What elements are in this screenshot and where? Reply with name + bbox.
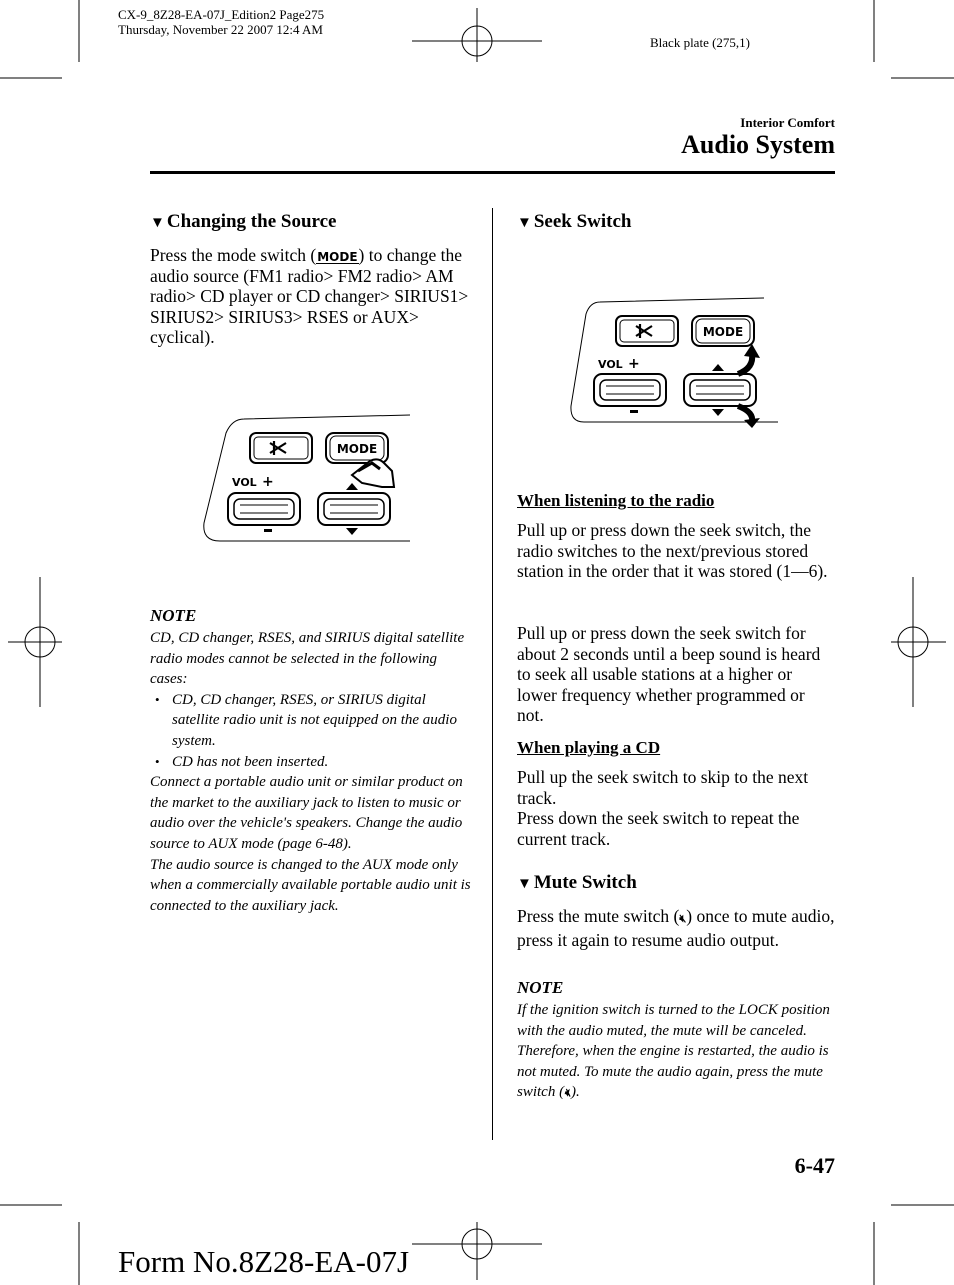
cd-subheading: When playing a CD (517, 738, 661, 757)
right-note-title: NOTE (517, 978, 564, 997)
cd-paragraph-1: Pull up the seek switch to skip to the next track. (517, 767, 809, 808)
note-aux-paragraph: Connect a portable audio unit or similar product on the market to the auxiliary jack to listen to music or audio over the vehicle's speakers. Change the audio source to AUX mode (page 6-48). (150, 774, 463, 852)
note-intro: CD, CD changer, RSES, and SIRIUS digital satellite radio modes cannot be selected in the following cases: (150, 630, 465, 688)
mode-button-label: MODE (336, 442, 378, 456)
page-title: Audio System (681, 130, 835, 159)
plate-label: Black plate (275,1) (650, 35, 750, 50)
note-lock-paragraph: If the ignition switch is turned to the LOCK position with the audio muted, the mute will be canceled. (517, 1002, 830, 1039)
triangle-down-icon: ▼ (150, 215, 165, 231)
left-note-body (150, 628, 472, 916)
radio-paragraph-1: Pull up or press down the seek switch, the radio switches to the next/previous stored station in the order that it was stored (1―6). (517, 520, 828, 582)
mute-icon: 🔇︎ (679, 912, 687, 925)
note-bullet-1: • CD, CD changer, RSES, or SIRIUS digital satellite radio unit is not equipped on the audio system. (150, 690, 472, 752)
column-divider (492, 208, 493, 1140)
mute-icon: 🔇︎ (564, 1086, 572, 1100)
print-job-line: CX-9_8Z28-EA-07J_Edition2 Page275 (118, 7, 325, 22)
mute-switch-heading: ▼ Mute Switch (517, 872, 637, 893)
note-aux-condition: The audio source is changed to the AUX mode only when a commercially available portable audio unit is connected to the auxiliary jack. (150, 856, 471, 914)
mute-paragraph: Press the mute switch (🔇︎) once to mute audio, press it again to resume audio output. (517, 906, 835, 950)
mode-button-graphic (326, 433, 388, 463)
mode-switch-icon: MODE (317, 250, 358, 264)
print-date-line: Thursday, November 22 2007 12:4 AM (118, 22, 323, 37)
right-note-body (517, 1000, 837, 1104)
mute-button-graphic (250, 433, 312, 463)
note-bullet-2: • CD has not been inserted. (150, 752, 472, 773)
radio-paragraph-2: Pull up or press down the seek switch for about 2 seconds until a beep sound is heard to seek all usable stations at a higher or lower frequency whether programmed or not. (517, 623, 821, 726)
seek-up-arrow-icon (738, 354, 752, 374)
plus-icon: + (262, 474, 274, 490)
minus-icon (264, 529, 272, 532)
plus-icon: + (628, 356, 640, 372)
triangle-down-icon: ▼ (517, 876, 532, 892)
title-rule (150, 171, 835, 174)
page-number: 6-47 (794, 1153, 835, 1178)
mode-button-label: MODE (702, 325, 744, 339)
seek-switch-illustration (568, 296, 780, 428)
note-restart-paragraph: Therefore, when the engine is restarted, the audio is not muted. To mute the audio again, press the mute switch (🔇︎). (517, 1043, 829, 1101)
seek-switch-heading: ▼ Seek Switch (517, 211, 632, 232)
radio-subheading: When listening to the radio (517, 491, 715, 510)
vol-label: VOL (232, 476, 257, 489)
mode-switch-illustration (202, 413, 414, 545)
cd-paragraph-2: Press down the seek switch to repeat the current track. (517, 808, 800, 849)
changing-source-heading: ▼ Changing the Source (150, 211, 337, 232)
minus-icon (630, 410, 638, 413)
vol-label: VOL (598, 358, 623, 371)
section-label: Interior Comfort (740, 115, 835, 130)
changing-source-paragraph: Press the mode switch (MODE) to change the audio source (FM1 radio> FM2 radio> AM radio> CD player or CD changer> SIRIUS1> SIRIUS2> SIRIUS3> RSES or AUX> cyclical). (150, 245, 469, 348)
left-note-title: NOTE (150, 606, 197, 625)
triangle-down-icon: ▼ (517, 215, 532, 231)
form-number-footer: Form No.8Z28-EA-07J (118, 1244, 410, 1279)
